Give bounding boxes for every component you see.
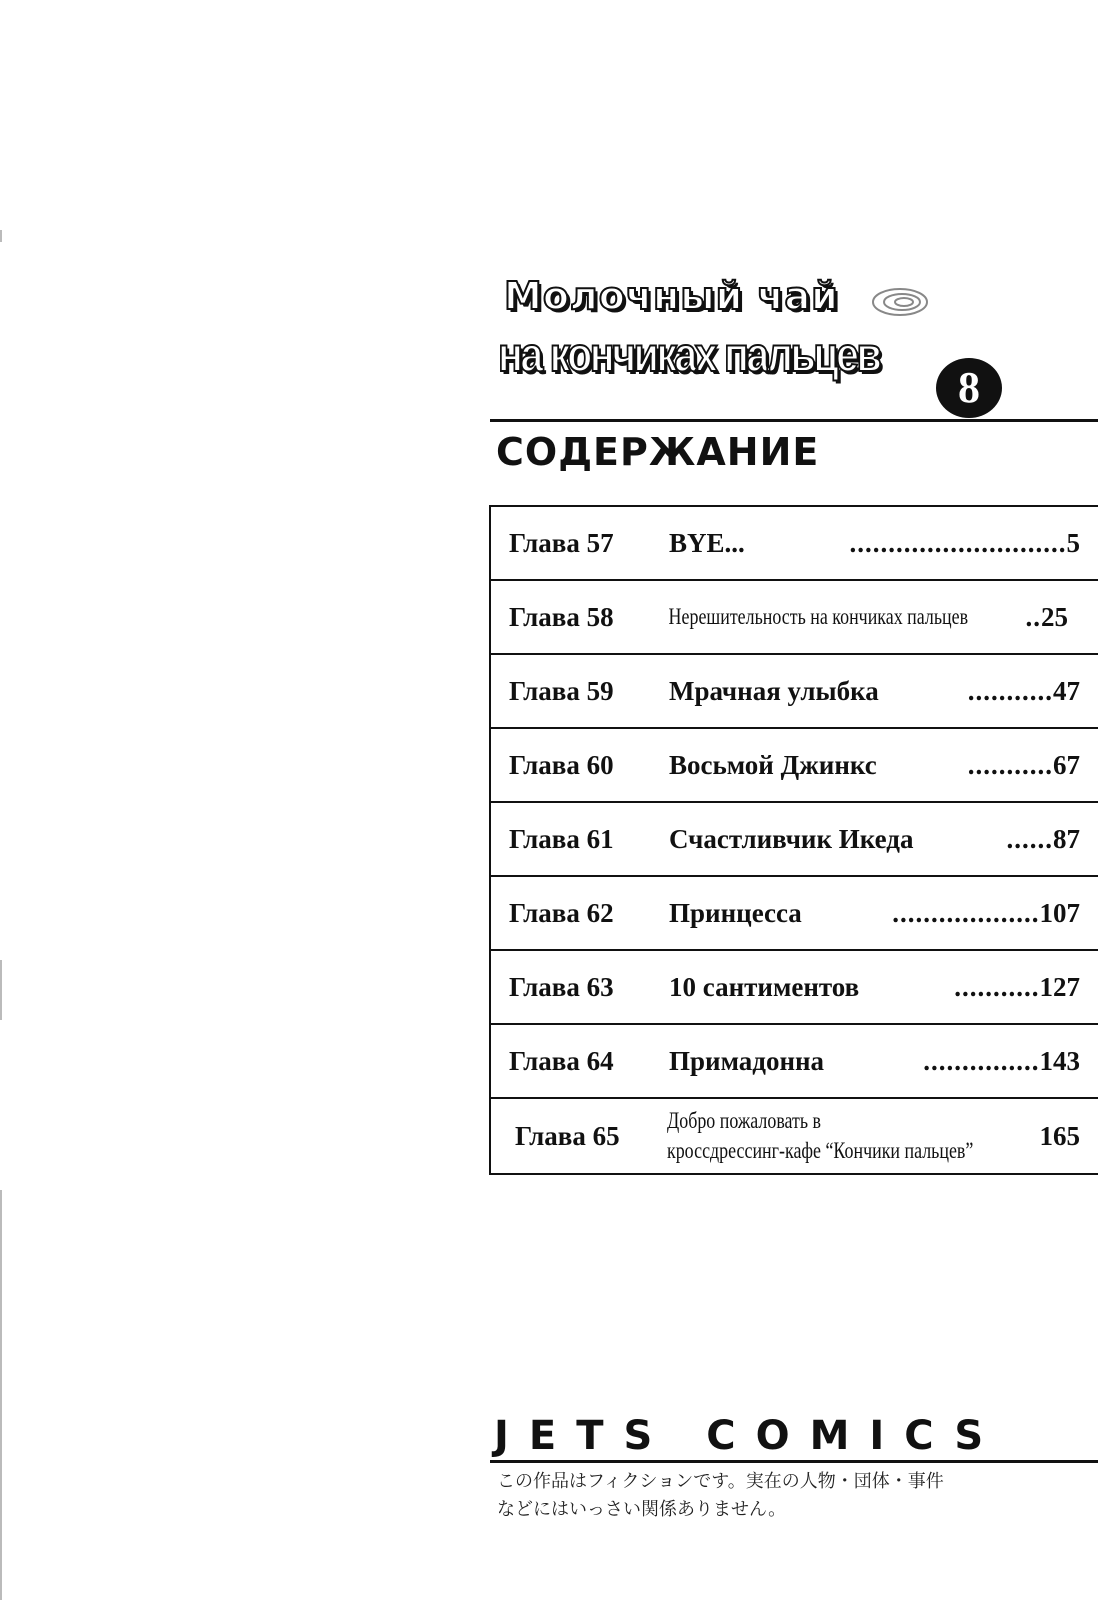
leader-dots: ...... — [1006, 823, 1053, 854]
chapter-number: Глава 60 — [509, 749, 614, 780]
toc-row — [491, 1025, 1098, 1099]
chapter-page: 47 — [1053, 675, 1080, 706]
chapter-title: Счастливчик Икеда — [669, 823, 914, 854]
chapter-number: Глава 57 — [509, 527, 614, 558]
leader-dots: .. — [1025, 601, 1041, 632]
chapter-number: Глава 62 — [509, 897, 614, 928]
chapter-number: Глава 59 — [509, 675, 614, 706]
toc-row — [491, 655, 1098, 729]
title-divider — [490, 419, 1098, 422]
chapter-page: 25 — [1041, 601, 1068, 632]
toc-row — [491, 1099, 1098, 1175]
chapter-title: Примадонна — [669, 1045, 825, 1076]
volume-badge: 8 — [936, 358, 1002, 418]
chapter-title: 10 сантиментов — [669, 971, 860, 1002]
chapter-number: Глава 64 — [509, 1045, 614, 1076]
chapter-title: Мрачная улыбка — [669, 675, 879, 706]
chapter-page: 5 — [1066, 527, 1080, 558]
leader-dots: ............................ — [849, 527, 1067, 558]
chapter-title-line2: кроссдрессинг-кафе “Кончики пальцев” — [667, 1138, 974, 1163]
table-of-contents — [489, 505, 1098, 1175]
chapter-title-line1: Добро пожаловать в — [667, 1108, 822, 1133]
chapter-number: Глава 61 — [509, 823, 614, 854]
leader-dots: ................... — [892, 897, 1040, 928]
toc-row — [491, 581, 1098, 655]
toc-row — [491, 729, 1098, 803]
chapter-page: 127 — [1039, 971, 1080, 1002]
disclaimer-line1: この作品はフィクションです。実在の人物・団体・事件 — [497, 1471, 944, 1492]
fiction-disclaimer — [497, 1468, 944, 1524]
chapter-title: BYE... — [669, 527, 745, 558]
chapter-title: Нерешительность на кончиках пальцев — [668, 604, 969, 629]
leader-dots: ........... — [967, 675, 1053, 706]
swirl-icon — [870, 286, 930, 318]
chapter-page: 87 — [1053, 823, 1080, 854]
chapter-page: 107 — [1039, 897, 1080, 928]
toc-row — [491, 507, 1098, 581]
chapter-number: Глава 63 — [509, 971, 614, 1002]
chapter-page: 143 — [1039, 1045, 1080, 1076]
chapter-page: 165 — [1039, 1121, 1080, 1151]
chapter-number: Глава 58 — [509, 601, 614, 632]
toc-row — [491, 877, 1098, 951]
toc-row — [491, 803, 1098, 877]
logo-title-line1: Молочный чай — [504, 274, 839, 318]
page-edge-mark — [0, 230, 2, 242]
chapter-title: Принцесса — [669, 897, 802, 928]
leader-dots: ............... — [923, 1045, 1040, 1076]
chapter-title — [667, 1106, 1005, 1166]
chapter-title: Восьмой Джинкс — [669, 749, 877, 780]
logo-title-line2: на кончиках пальцев — [498, 329, 880, 382]
page-edge-mark — [0, 960, 2, 1020]
publisher-imprint: JETS COMICS — [494, 1413, 1004, 1459]
series-logo — [498, 270, 1018, 420]
publisher-divider — [490, 1460, 1098, 1463]
toc-row — [491, 951, 1098, 1025]
page-title: СОДЕРЖАНИЕ — [496, 430, 820, 474]
chapter-number: Глава 65 — [515, 1120, 620, 1151]
disclaimer-line2: などにはいっさい関係ありません。 — [497, 1499, 787, 1520]
chapter-page: 67 — [1053, 749, 1080, 780]
page-edge-mark — [0, 1190, 2, 1600]
leader-dots: ........... — [967, 749, 1053, 780]
leader-dots: ........... — [954, 971, 1040, 1002]
